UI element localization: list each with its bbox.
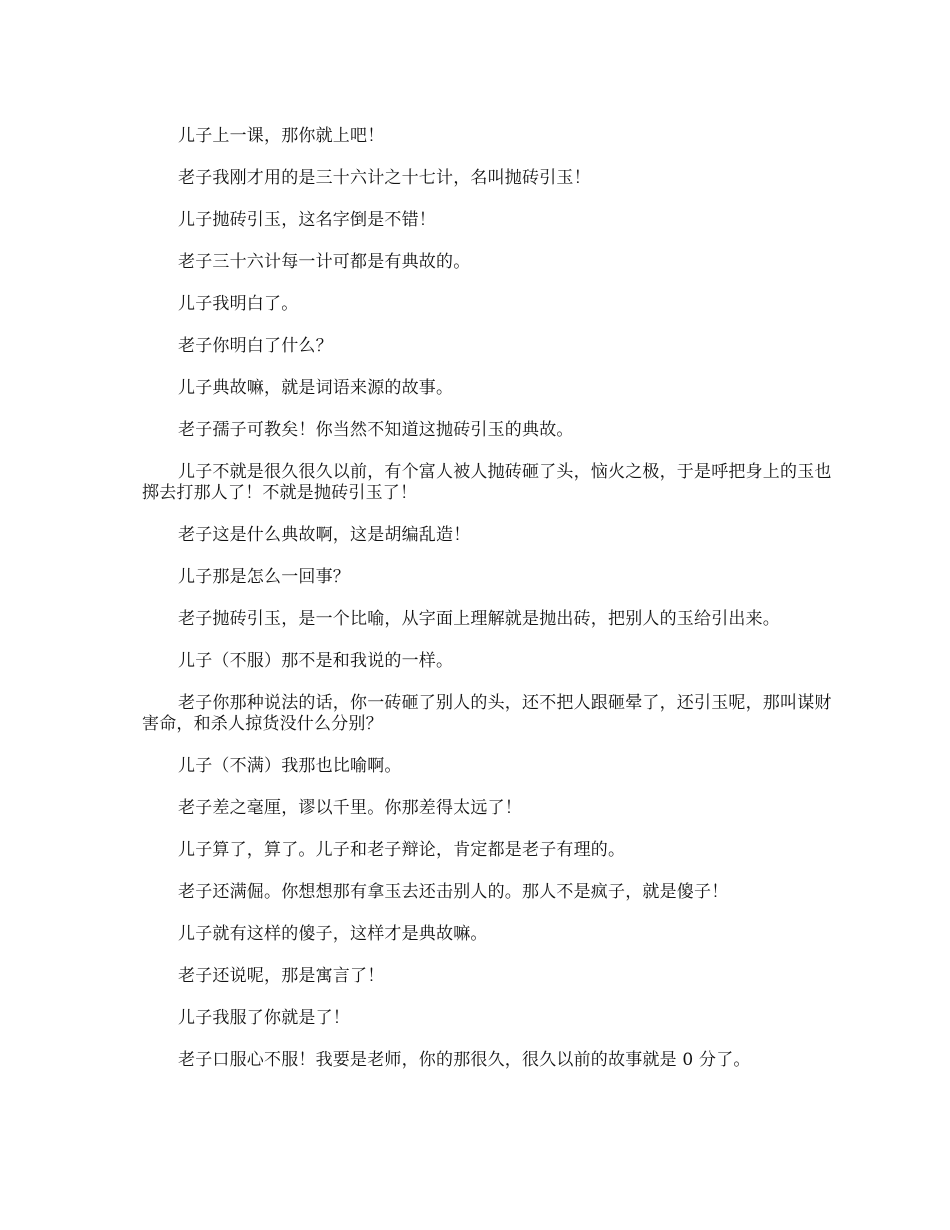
paragraph: 儿子我服了你就是了！ xyxy=(178,1008,350,1028)
paragraph: 老子你明白了什么？ xyxy=(178,336,333,356)
paragraph: 儿子（不服）那不是和我说的一样。 xyxy=(178,651,454,671)
dialogue-body xyxy=(142,126,832,1092)
paragraph: 老子还满倔。你想想那有拿玉去还击别人的。那人不是疯子，就是傻子！ xyxy=(178,882,729,902)
paragraph: 儿子算了，算了。儿子和老子辩论，肯定都是老子有理的。 xyxy=(178,840,626,860)
paragraph: 老子这是什么典故啊，这是胡编乱造！ xyxy=(178,525,471,545)
paragraph: 老子差之毫厘，谬以千里。你那差得太远了！ xyxy=(178,798,522,818)
paragraph: 老子口服心不服！我要是老师，你的那很久，很久以前的故事就是 0 分了。 xyxy=(178,1050,751,1070)
paragraph: 老子还说呢，那是寓言了！ xyxy=(178,966,385,986)
paragraph: 老子孺子可教矣！你当然不知道这抛砖引玉的典故。 xyxy=(178,420,574,440)
paragraph: 儿子不就是很久很久以前，有个富人被人抛砖砸了头，恼火之极，于是呼把身上的玉也掷去打那人了！不就是抛砖引玉了！ xyxy=(142,462,832,503)
paragraph: 儿子（不满）我那也比喻啊。 xyxy=(178,756,402,776)
paragraph: 儿子典故嘛，就是词语来源的故事。 xyxy=(178,378,454,398)
paragraph: 老子三十六计每一计可都是有典故的。 xyxy=(178,252,471,272)
paragraph: 老子抛砖引玉，是一个比喻，从字面上理解就是抛出砖，把别人的玉给引出来。 xyxy=(178,609,780,629)
paragraph: 老子我刚才用的是三十六计之十七计，名叫抛砖引玉！ xyxy=(178,168,591,188)
paragraph: 老子你那种说法的话，你一砖砸了别人的头，还不把人跟砸晕了，还引玉呢，那叫谋财害命，和杀人掠货没什么分别？ xyxy=(142,693,832,734)
paragraph: 儿子就有这样的傻子，这样才是典故嘛。 xyxy=(178,924,488,944)
paragraph: 儿子抛砖引玉，这名字倒是不错！ xyxy=(178,210,436,230)
paragraph: 儿子上一课，那你就上吧！ xyxy=(178,126,385,146)
paragraph: 儿子那是怎么一回事？ xyxy=(178,567,350,587)
paragraph: 儿子我明白了。 xyxy=(178,294,299,314)
